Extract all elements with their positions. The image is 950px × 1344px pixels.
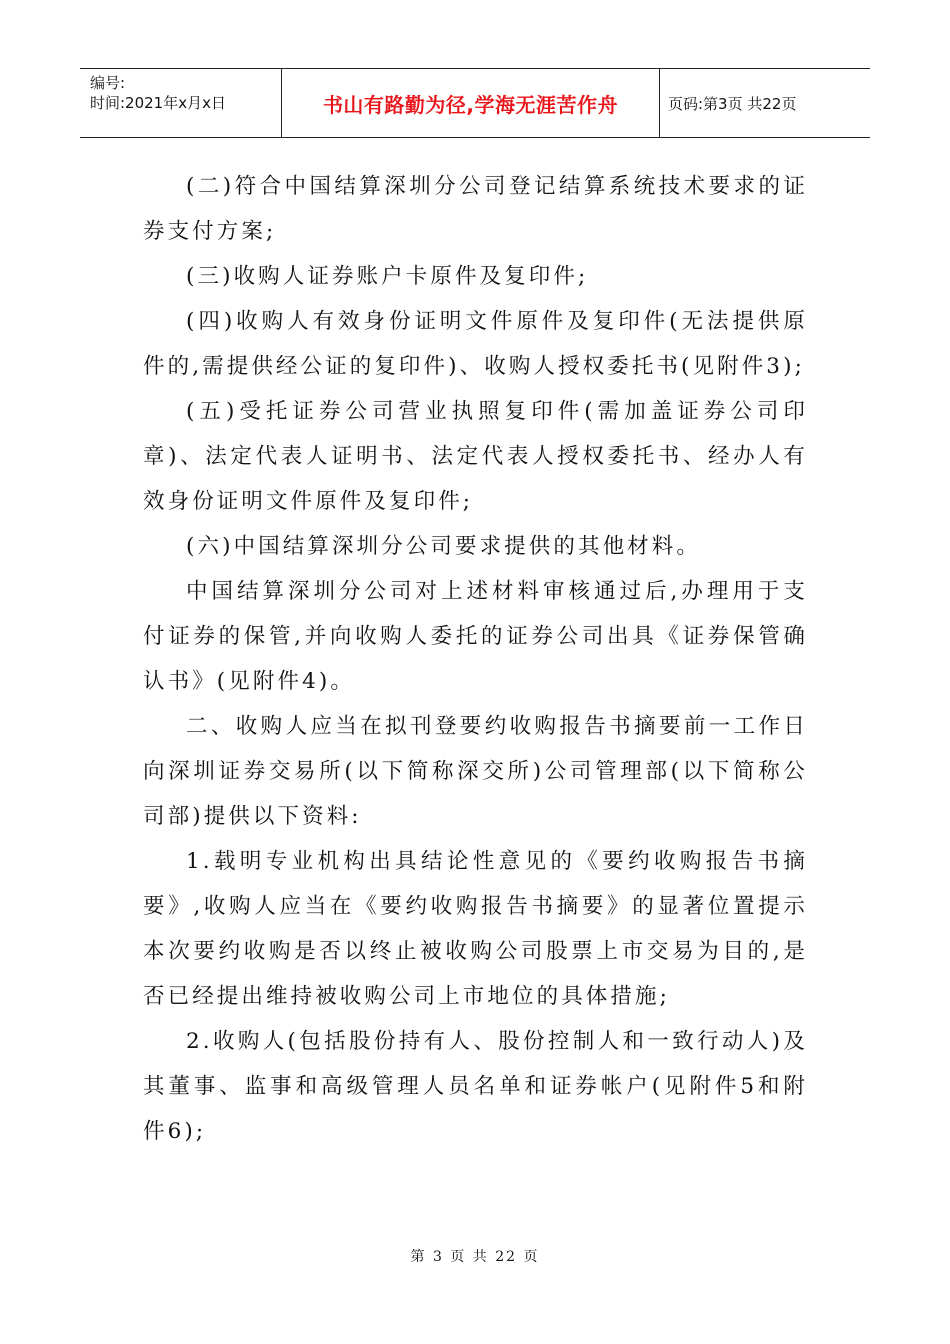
document-number-label: 编号:	[90, 74, 126, 92]
page-footer: 第 3 页 共 22 页	[410, 1249, 540, 1265]
header-meta	[80, 69, 282, 137]
paragraph: (四)收购人有效身份证明文件原件及复印件(无法提供原件的,需提供经公证的复印件)、收购人授权委托书(见附件3);	[143, 309, 808, 379]
document-date-label: 时间:2021年x月x日	[90, 94, 226, 112]
document-body	[143, 164, 808, 1154]
document-header	[80, 68, 870, 138]
paragraph: (三)收购人证券账户卡原件及复印件;	[186, 264, 589, 289]
header-motto: 书山有路勤为径,学海无涯苦作舟	[282, 69, 660, 137]
paragraph: (六)中国结算深圳分公司要求提供的其他材料。	[186, 534, 701, 559]
header-page-number: 页码:第3页 共22页	[668, 94, 797, 113]
paragraph: 1.载明专业机构出具结论性意见的《要约收购报告书摘要》,收购人应当在《要约收购报告书摘要》的显著位置提示本次要约收购是否以终止被收购公司股票上市交易为目的,是否已经提出维持被收购公司上市地位的具体措施;	[143, 849, 808, 1009]
paragraph: (二)符合中国结算深圳分公司登记结算系统技术要求的证券支付方案;	[143, 174, 808, 244]
paragraph: (五)受托证券公司营业执照复印件(需加盖证券公司印章)、法定代表人证明书、法定代表人授权委托书、经办人有效身份证明文件原件及复印件;	[143, 399, 808, 514]
paragraph: 2.收购人(包括股份持有人、股份控制人和一致行动人)及其董事、监事和高级管理人员名单和证券帐户(见附件5和附件6);	[143, 1029, 808, 1144]
paragraph: 中国结算深圳分公司对上述材料审核通过后,办理用于支付证券的保管,并向收购人委托的证券公司出具《证券保管确认书》(见附件4)。	[143, 579, 808, 694]
paragraph: 二、收购人应当在拟刊登要约收购报告书摘要前一工作日向深圳证券交易所(以下简称深交所)公司管理部(以下简称公司部)提供以下资料:	[143, 714, 808, 829]
